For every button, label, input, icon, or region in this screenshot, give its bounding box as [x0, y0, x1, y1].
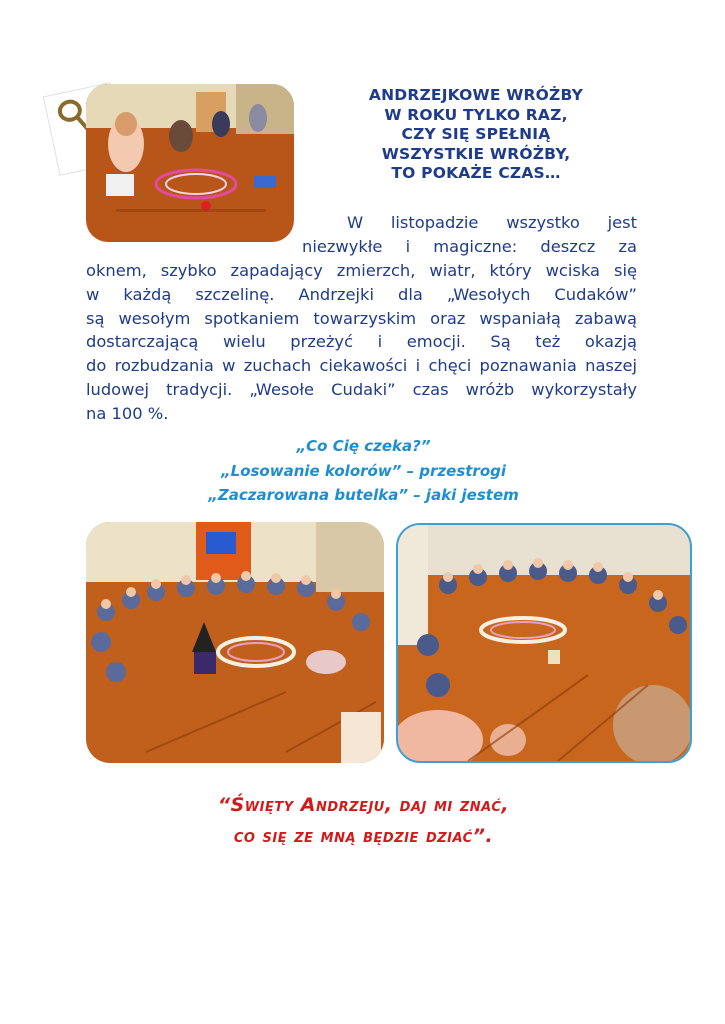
activities-list	[86, 434, 641, 508]
body-line-2-wrap	[302, 235, 637, 259]
heading-line-5: TO POKAŻE CZAS…	[391, 164, 561, 182]
photo-children-circle-top	[86, 84, 294, 242]
closing-quote	[86, 790, 641, 852]
body-line-1-wrap	[347, 211, 637, 235]
body-paragraph	[86, 259, 637, 426]
heading-line-4: WSZYSTKIE WRÓŻBY,	[381, 144, 571, 163]
activity-item: „Zaczarowana butelka” – jaki jestem	[208, 486, 519, 504]
body-line-1: W listopadzie wszystko jest	[347, 213, 637, 232]
body-line-7: do rozbudzania w zuchach ciekawości i chęci poznawania naszej	[86, 356, 637, 376]
body-line-4: w każdą szczelinę. Andrzejki dla „Wesołych Cudaków”	[86, 284, 637, 304]
activity-item: „Co Cię czeka?”	[296, 437, 431, 455]
heading-line-2: W ROKU TYLKO RAZ,	[384, 105, 568, 124]
photo-children-circle-right	[396, 523, 692, 763]
quote-line-1: “Święty Andrzeju, daj mi znać,	[217, 794, 510, 816]
body-line-2: niezwykłe i magiczne: deszcz za	[302, 237, 637, 256]
heading-line-1: ANDRZEJKOWE WRÓŻBY	[368, 86, 584, 104]
quote-line-2: co się ze mną będzie dziać”.	[233, 825, 494, 847]
activity-item: „Losowanie kolorów” – przestrogi	[220, 461, 507, 480]
poem-heading	[330, 86, 622, 184]
body-line-5: są wesołym spotkaniem towarzyskim oraz wspaniałą zabawą	[86, 308, 637, 328]
body-line-3: oknem, szybko zapadający zmierzch, wiatr, który wciska się	[86, 261, 637, 280]
body-line-6: dostarczającą wielu przeżyć i emocji. Są też okazją	[86, 332, 637, 352]
body-line-9: na 100 %.	[86, 403, 169, 423]
heading-line-3: CZY SIĘ SPEŁNIĄ	[401, 125, 551, 143]
photo-children-circle-left	[86, 522, 384, 763]
body-line-8: ludowej tradycji. „Wesołe Cudaki” czas wróżb wykorzystały	[86, 379, 637, 399]
